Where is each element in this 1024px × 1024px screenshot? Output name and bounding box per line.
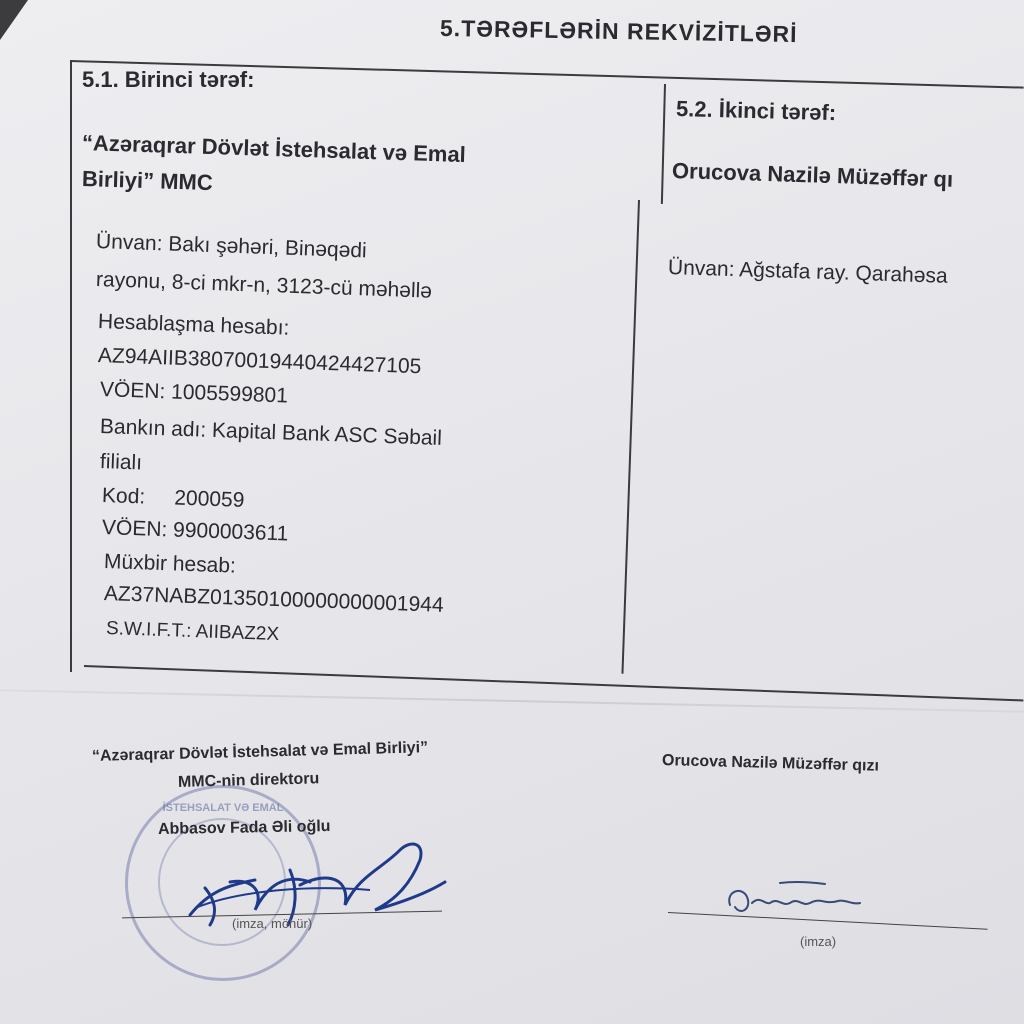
party1-address-line2: rayonu, 8-ci mkr-n, 3123-cü məhəllə: [95, 268, 433, 303]
signer1-name: Abbasov Fada Əli oğlu: [157, 817, 331, 838]
party1-corr-label: Müxbir hesab:: [103, 550, 237, 578]
party1-bank-code: Kod: 200059: [101, 484, 245, 512]
party2-address: Ünvan: Ağstafa ray. Qarahəsa: [667, 256, 949, 288]
party1-swift: S.W.I.F.T.: AIIBAZ2X: [105, 618, 280, 646]
signer1-signature: [170, 830, 460, 940]
party1-account-label: Hesablaşma hesabı:: [97, 310, 290, 340]
party1-label: 5.1. Birinci tərəf:: [82, 67, 255, 92]
party2-name: Orucova Nazilə Müzəffər qı: [671, 158, 954, 192]
section-heading: 5.TƏRƏFLƏRİN REKVİZİTLƏRİ: [439, 14, 798, 48]
official-seal-text: İSTEHSALAT VƏ EMAL: [162, 802, 284, 814]
signer2-signature: [720, 875, 870, 925]
signer1-role: MMC-nin direktoru: [177, 770, 320, 791]
party1-name-line2: Birliyi” MMC: [81, 166, 214, 196]
party1-address-line1: Ünvan: Bakı şəhəri, Binəqədi: [95, 230, 368, 263]
party1-voen: VÖEN: 1005599801: [99, 378, 289, 408]
party1-bank-branch: filialı: [99, 450, 143, 475]
party2-label: 5.2. İkinci tərəf:: [675, 96, 837, 126]
party1-corr-account: AZ37NABZ01350100000000001944: [103, 582, 445, 617]
signer1-org: “Azəraqrar Dövlət İstehsalat və Emal Birliyi”: [91, 739, 429, 765]
signer2-name: Orucova Nazilə Müzəffər qızı: [661, 752, 880, 775]
party1-name-line1: “Azəraqrar Dövlət İstehsalat və Emal: [81, 130, 467, 168]
party1-bank-name: Bankın adı: Kapital Bank ASC Səbail: [99, 415, 443, 450]
table-left-border: [70, 60, 72, 672]
signer2-caption: (imza): [800, 934, 837, 949]
party1-bank-voen: VÖEN: 9900003611: [101, 516, 289, 546]
signer1-caption: (imza, möhür): [232, 916, 313, 931]
party1-account-number: AZ94AIIB38070019440424427105: [97, 344, 422, 379]
